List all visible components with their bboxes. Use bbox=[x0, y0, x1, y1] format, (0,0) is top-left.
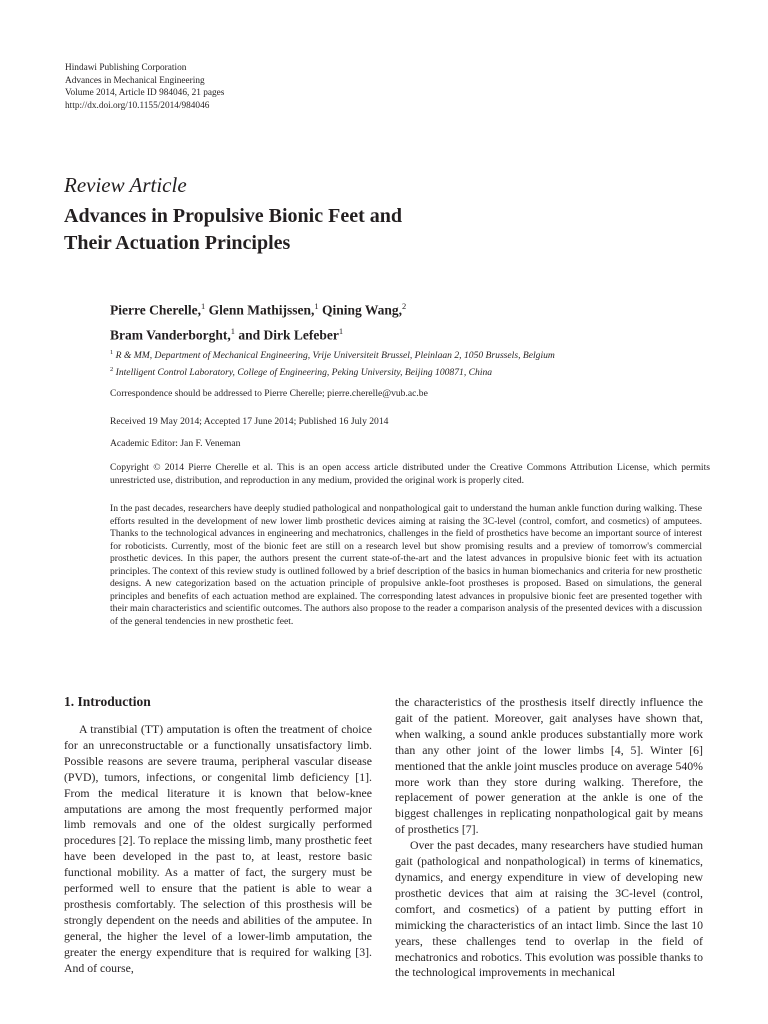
author-affiliation-mark: 1 bbox=[314, 301, 319, 311]
affiliation-mark: 1 bbox=[110, 349, 114, 356]
affiliations bbox=[110, 346, 710, 379]
author-name: and Dirk Lefeber bbox=[235, 327, 339, 342]
affiliation-mark: 2 bbox=[110, 365, 114, 373]
article-type: Review Article bbox=[64, 173, 187, 197]
author-affiliation-mark: 1 bbox=[200, 301, 206, 311]
body-paragraph: Over the past decades, many researchers have studied human gait (pathological and nonpathological) in terms of kinematics, dynamics, and energy expenditure in view of developing new prosthetic devices that aim at raising the 3C-level (control, comfort, and cosmetics) of a patient by putting effort in mimicking the characteristics of an intact limb. Since the last 10 years, these challenges tend to overlap in the field of mechatronics and robotics. This evolution was possible thanks to the technological improvements in mechanical bbox=[395, 838, 703, 980]
academic-editor: Academic Editor: Jan F. Veneman bbox=[110, 438, 241, 449]
correspondence-note: Correspondence should be addressed to Pierre Cherelle; pierre.cherelle@vub.ac.be bbox=[110, 388, 428, 399]
author-name: Glenn Mathijssen, bbox=[205, 302, 315, 318]
doi-link[interactable]: http://dx.doi.org/10.1155/2014/984046 bbox=[65, 100, 210, 111]
author-name: Qining Wang, bbox=[318, 302, 403, 318]
author-affiliation-mark: 2 bbox=[402, 301, 407, 311]
paper-title bbox=[64, 203, 584, 257]
abstract: In the past decades, researchers have deeply studied pathological and nonpathological gait to understand the human ankle function during walking. These efforts resulted in the development of new lower limb prosthetic devices aiming at raising the 3C-level (control, comfort, and cosmetics) of amputees. Thanks to the technological advances in engineering and mechatronics, challenges in the field of prosthetics have become an important source of interest for roboticists. Currently, most of the bionic feet are still on a research level but show promising results and a preview of tomorrow's commercial prosthetic devices. In this paper, the authors present the current state-of-the-art and the latest advances in propulsive bionic feet with its actuation principles. The context of this review study is outlined followed by a brief description of the basics in human biomechanics and criteria for new prosthetic designs. A new categorization based on the actuation principle of propulsive ankle-foot prostheses is proposed. Based on simulations, the general principles and benefits of each actuation method are explained. The corresponding latest advances in propulsive bionic feet are presented together with their main characteristics and scientific outcomes. The authors also propose to the reader a comparison analysis of the presented devices with a discussion of the general tendencies in new prosthetic feet. bbox=[110, 503, 702, 627]
publisher-name: Hindawi Publishing Corporation bbox=[65, 63, 187, 73]
author-name: Bram Vanderborght, bbox=[110, 327, 231, 342]
volume-info: Volume 2014, Article ID 984046, 21 pages bbox=[65, 88, 225, 98]
author-name: Pierre Cherelle, bbox=[110, 302, 201, 318]
body-paragraph: the characteristics of the prosthesis itself directly influence the gait of the patient. Moreover, gait analyses have shown that, when walking, a sound ankle produces substantially more work than any other joint of the lower limbs [4, 5]. Winter [6] mentioned that the ankle joint muscles produce on average 540% more work than they store during walking. Therefore, the replacement of power generation at the ankle is one of the biggest challenges in replicating nonpathological gait by means of prosthetics [7]. bbox=[395, 695, 703, 837]
author-affiliation-mark: 1 bbox=[338, 325, 344, 336]
section-heading: 1. Introduction bbox=[64, 694, 151, 709]
right-column bbox=[395, 695, 703, 981]
title-line-1: Advances in Propulsive Bionic Feet and bbox=[64, 205, 402, 227]
publication-header bbox=[65, 62, 465, 112]
author-list bbox=[110, 296, 670, 345]
affiliation-1 bbox=[110, 346, 710, 363]
journal-name: Advances in Mechanical Engineering bbox=[65, 75, 205, 86]
copyright-notice: Copyright © 2014 Pierre Cherelle et al. This is an open access article distributed under the Creative Commons Attribution License, which permits unrestricted use, distribution, and reproduction in any medium, provided the original work is properly cited. bbox=[110, 462, 710, 486]
left-column bbox=[64, 722, 372, 977]
author-line-2 bbox=[110, 321, 670, 346]
body-paragraph: A transtibial (TT) amputation is often the treatment of choice for an unreconstructable or a functionally unsatisfactory limb. Possible reasons are severe trauma, peripheral vascular disease (PVD), tumors, infections, or congenital limb deficiency [1]. From the medical literature it is known that below-knee amputations are among the most frequently performed major limb removals and one of the oldest surgically performed procedures [2]. To replace the missing limb, many prosthetic feet have been developed in the past to, at least, restore basic functional mobility. As a matter of fact, the surgery must be performed well to ensure that the patient is able to wear a prosthesis comfortably. The selection of this prosthesis will be strongly dependent on the needs and abilities of the amputee. In general, the higher the level of a lower-limb amputation, the greater the energy expenditure that is required for walking [3]. And of course, bbox=[64, 722, 372, 975]
title-line-2: Their Actuation Principles bbox=[64, 232, 291, 254]
affiliation-text: R & MM, Department of Mechanical Engineering, Vrije Universiteit Brussel, Pleinlaan 2, 1050 Brussels, Belgium bbox=[113, 350, 555, 362]
author-affiliation-mark: 1 bbox=[230, 325, 236, 336]
affiliation-text: Intelligent Control Laboratory, College of Engineering, Peking University, Beijing 100871, China bbox=[113, 366, 493, 378]
affiliation-2 bbox=[110, 363, 710, 380]
publication-dates: Received 19 May 2014; Accepted 17 June 2014; Published 16 July 2014 bbox=[110, 416, 389, 427]
author-line-1 bbox=[110, 296, 670, 321]
